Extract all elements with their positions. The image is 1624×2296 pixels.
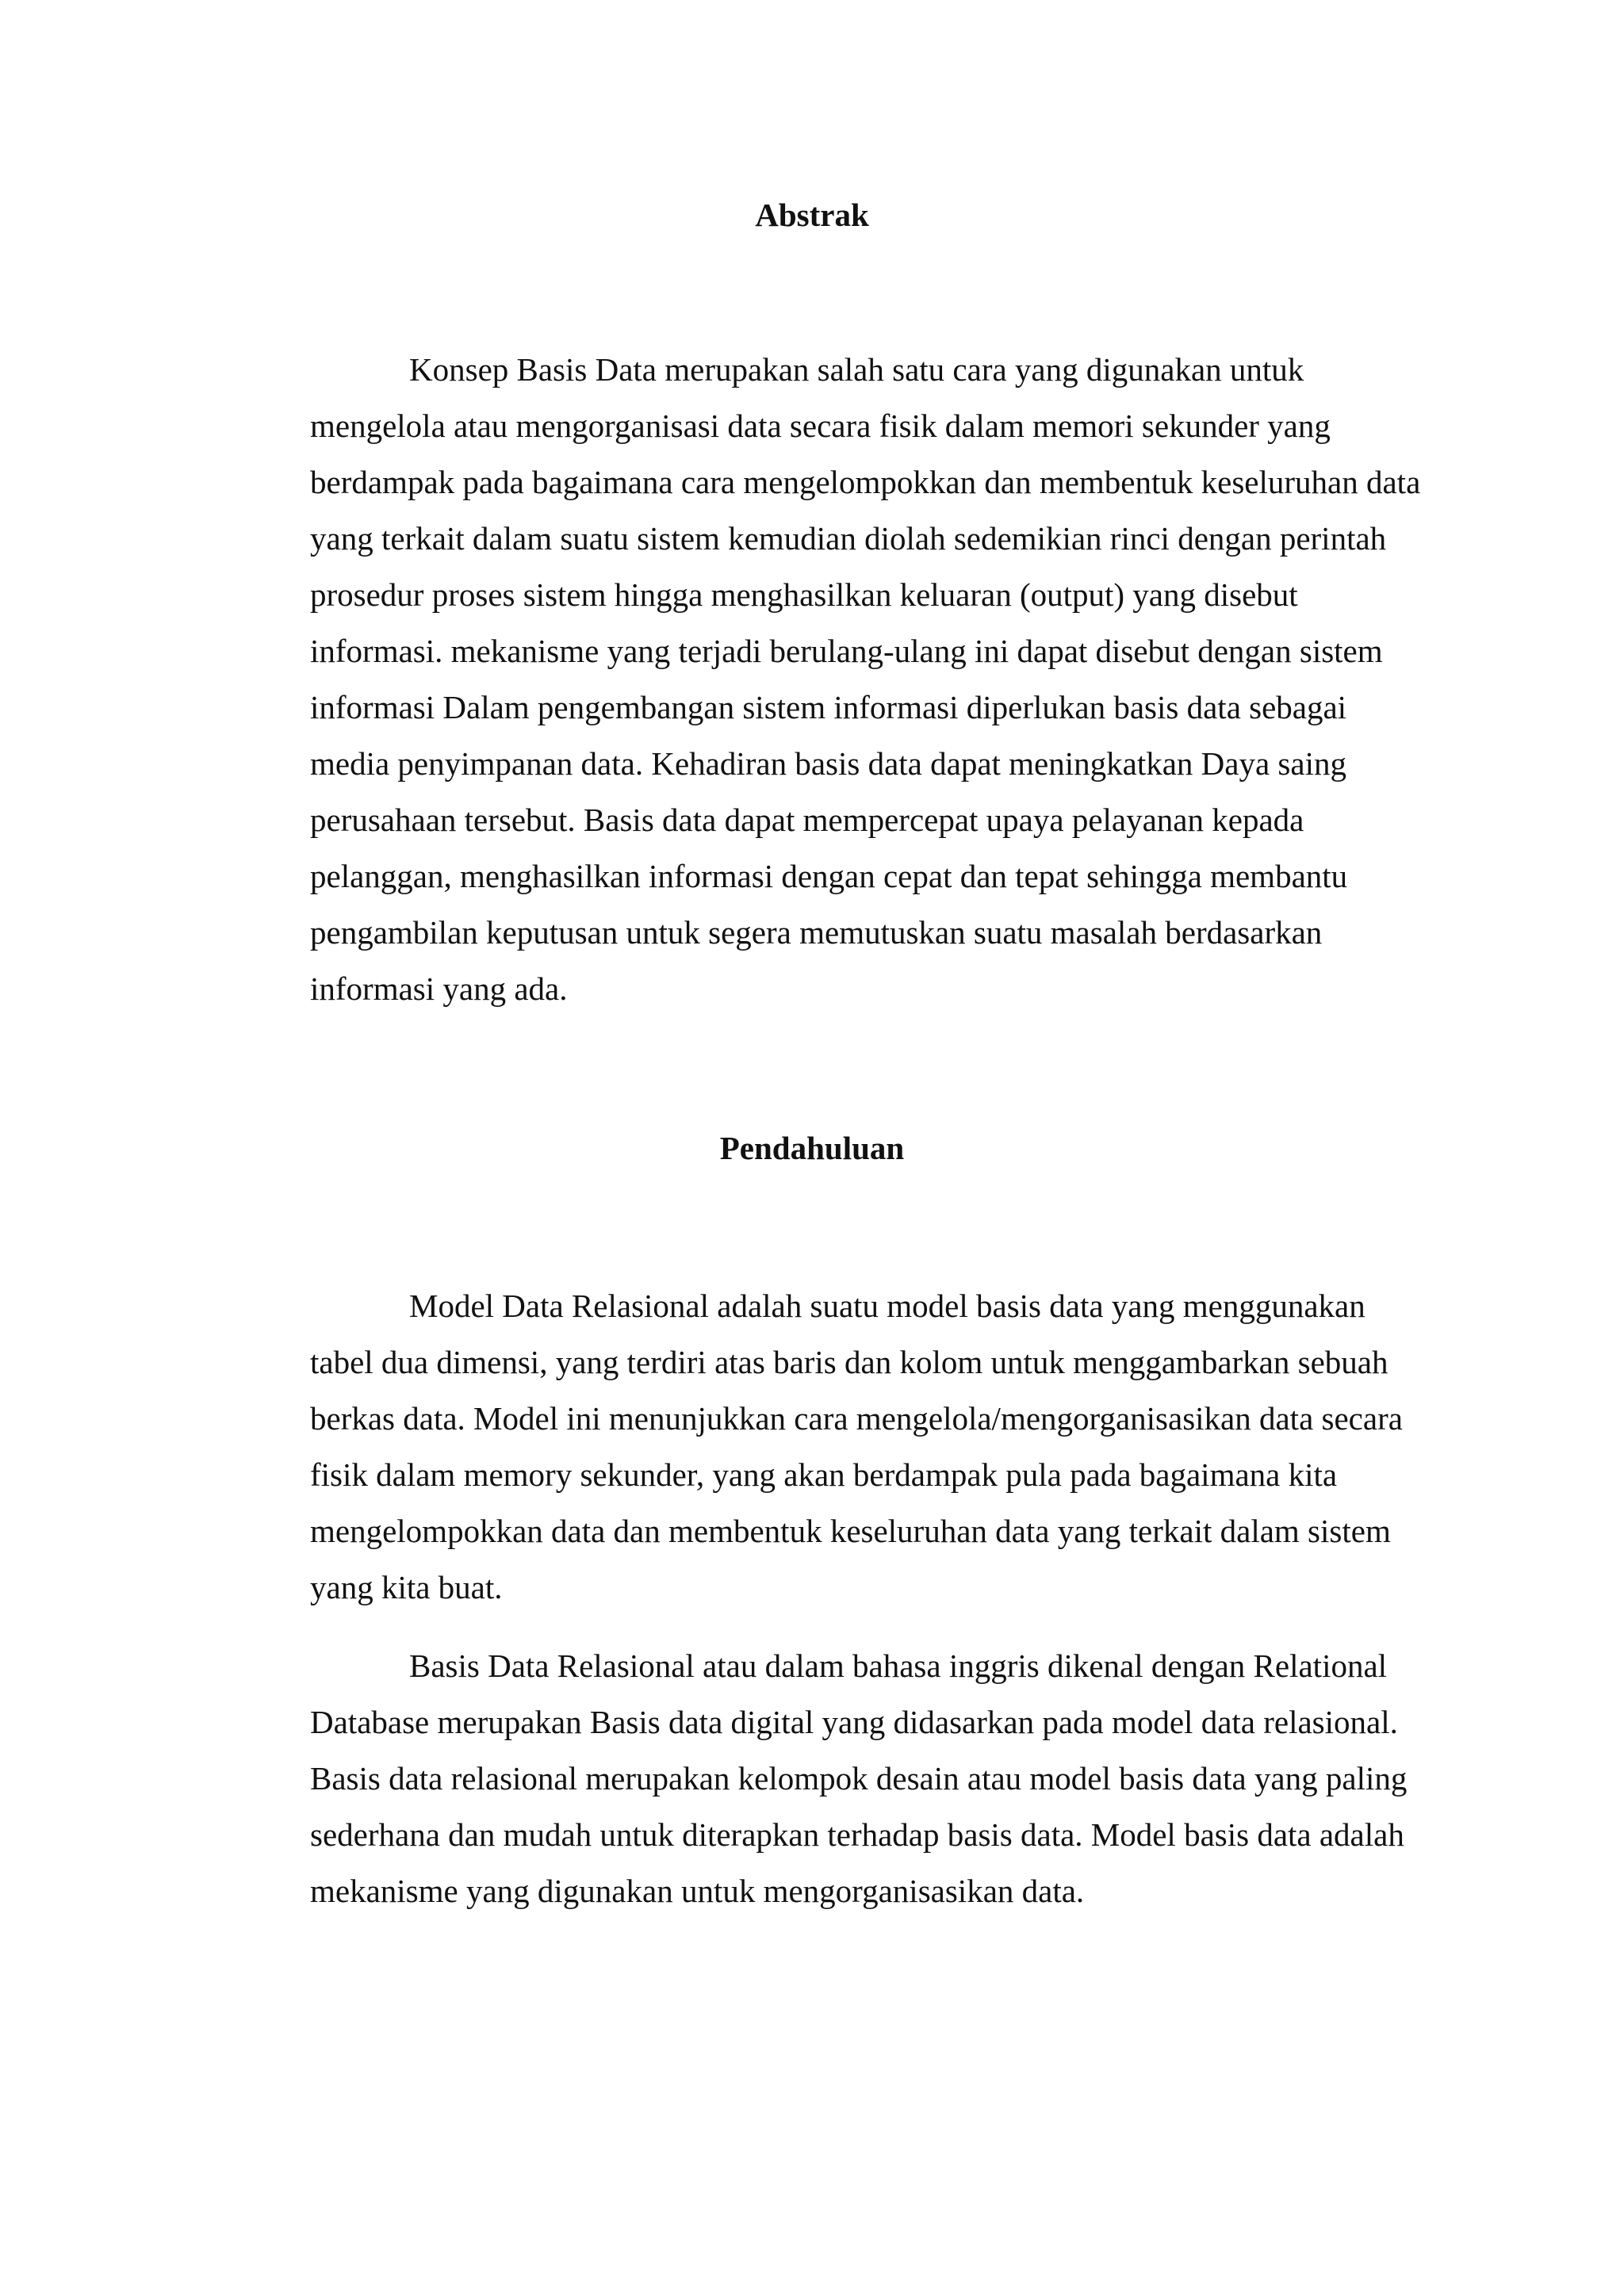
- introduction-paragraph-1: [310, 1278, 1436, 1616]
- paragraph-line: mengelola atau mengorganisasi data secara fisik dalam memori sekunder yang: [310, 408, 1331, 444]
- paragraph-line: Model Data Relasional adalah suatu model basis data yang menggunakan: [409, 1288, 1365, 1324]
- paragraph-line: informasi Dalam pengembangan sistem informasi diperlukan basis data sebagai: [310, 689, 1347, 725]
- paragraph-line: media penyimpanan data. Kehadiran basis data dapat meningkatkan Daya saing: [310, 745, 1346, 782]
- paragraph-line: Basis data relasional merupakan kelompok desain atau model basis data yang paling: [310, 1760, 1408, 1797]
- paragraph-line: informasi yang ada.: [310, 970, 568, 1007]
- paragraph-line: yang terkait dalam suatu sistem kemudian diolah sedemikian rinci dengan perintah: [310, 520, 1387, 557]
- paragraph-line: berdampak pada bagaimana cara mengelompokkan dan membentuk keseluruhan data: [310, 464, 1421, 500]
- paragraph-line: Basis Data Relasional atau dalam bahasa inggris dikenal dengan Relational: [409, 1647, 1388, 1684]
- paragraph-line: tabel dua dimensi, yang terdiri atas baris dan kolom untuk menggambarkan sebuah: [310, 1344, 1388, 1380]
- paragraph-line: berkas data. Model ini menunjukkan cara mengelola/mengorganisasikan data secara: [310, 1400, 1403, 1437]
- paragraph-line: Database merupakan Basis data digital yang didasarkan pada model data relasional.: [310, 1704, 1398, 1740]
- introduction-heading: Pendahuluan: [719, 1130, 905, 1166]
- paragraph-line: mengelompokkan data dan membentuk keseluruhan data yang terkait dalam sistem: [310, 1513, 1391, 1549]
- paragraph-line: prosedur proses sistem hingga menghasilkan keluaran (output) yang disebut: [310, 576, 1298, 613]
- paragraph-line: Konsep Basis Data merupakan salah satu cara yang digunakan untuk: [409, 351, 1304, 388]
- paragraph-line: perusahaan tersebut. Basis data dapat mempercepat upaya pelayanan kepada: [310, 802, 1304, 838]
- paragraph-line: yang kita buat.: [310, 1569, 503, 1605]
- paragraph-line: mekanisme yang digunakan untuk mengorganisasikan data.: [310, 1873, 1085, 1909]
- paragraph-line: informasi. mekanisme yang terjadi berulang-ulang ini dapat disebut dengan sistem: [310, 633, 1383, 669]
- abstract-paragraph: [310, 342, 1436, 1017]
- paragraph-line: pengambilan keputusan untuk segera memutuskan suatu masalah berdasarkan: [310, 914, 1323, 951]
- introduction-paragraph-2: [310, 1638, 1436, 1919]
- paragraph-line: sederhana dan mudah untuk diterapkan terhadap basis data. Model basis data adalah: [310, 1816, 1404, 1853]
- paragraph-line: pelanggan, menghasilkan informasi dengan cepat dan tepat sehingga membantu: [310, 858, 1348, 894]
- paragraph-line: fisik dalam memory sekunder, yang akan berdampak pula pada bagaimana kita: [310, 1456, 1338, 1493]
- abstract-heading: Abstrak: [755, 197, 869, 233]
